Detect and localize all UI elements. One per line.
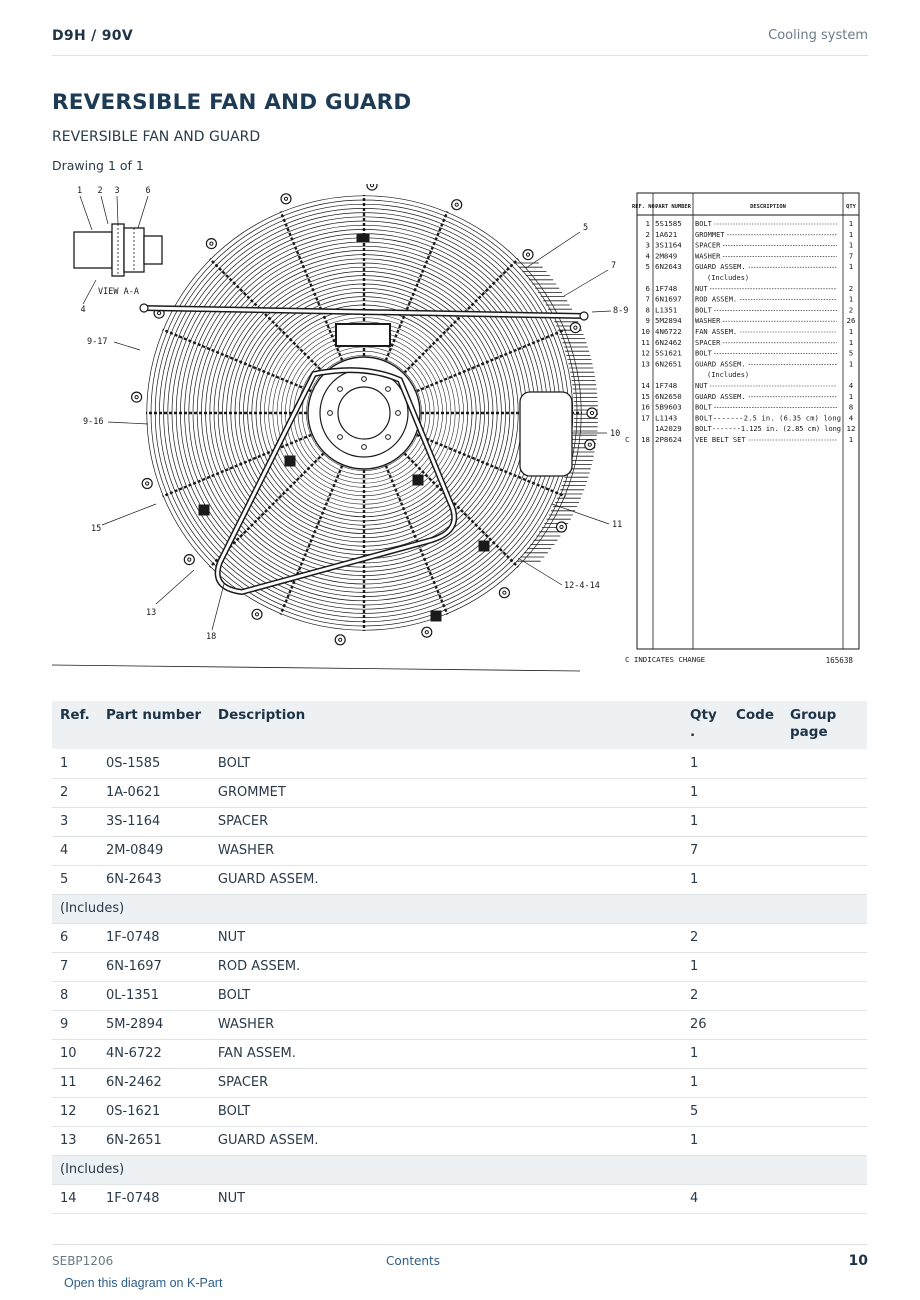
drawing-row-description: BOLT bbox=[695, 306, 712, 315]
drawing-row-qty: 1 bbox=[848, 229, 854, 239]
cell-part-number: 3S-1164 bbox=[98, 807, 210, 836]
drawing-row-description: (Includes) bbox=[707, 274, 750, 282]
callout-label: 2 bbox=[97, 186, 103, 196]
callout-label: 11 bbox=[612, 520, 623, 530]
drawing-row-description: WASHER bbox=[695, 317, 721, 326]
mounting-lug bbox=[252, 609, 262, 619]
drawing-row-description: BOLT-------2.5 in. (6.35 cm) long bbox=[695, 414, 841, 423]
cell-ref: 14 bbox=[52, 1184, 98, 1213]
cell-description: FAN ASSEM. bbox=[210, 1039, 682, 1068]
drawing-row-description: WASHER bbox=[695, 252, 721, 261]
bolt-head bbox=[74, 232, 112, 268]
drawing-row-description: GUARD ASSEM. bbox=[695, 263, 746, 272]
cell-code bbox=[728, 749, 782, 778]
mounting-lug bbox=[422, 627, 432, 637]
cell-code bbox=[728, 952, 782, 981]
table-row bbox=[52, 749, 867, 778]
drawing-row-ref: 7 bbox=[645, 294, 650, 304]
callout-leader bbox=[102, 504, 156, 525]
cell-description: BOLT bbox=[210, 981, 682, 1010]
cell-description: BOLT bbox=[210, 749, 682, 778]
drawing-row-part-number: 5S1585 bbox=[655, 219, 682, 228]
cell-ref: 5 bbox=[52, 865, 98, 894]
drawing-row-description: GUARD ASSEM. bbox=[695, 360, 746, 369]
cell-ref: 1 bbox=[52, 749, 98, 778]
cell-group-page bbox=[782, 1097, 867, 1126]
callout-leader bbox=[114, 342, 140, 350]
drawing-row-qty: 12 bbox=[846, 424, 856, 434]
callout-leader bbox=[156, 570, 194, 604]
drawing-row-qty: 7 bbox=[848, 251, 854, 261]
cell-group-page bbox=[782, 981, 867, 1010]
guard-spoke bbox=[384, 212, 448, 365]
drawing-row-description: NUT bbox=[695, 382, 708, 390]
drawing-row-description: BOLT bbox=[695, 220, 712, 228]
cell-group-page bbox=[782, 1068, 867, 1097]
drawing-row-description: SPACER bbox=[695, 338, 721, 347]
col-header-code: Code bbox=[728, 701, 782, 749]
cell-code bbox=[728, 981, 782, 1010]
guard-clamp bbox=[199, 505, 209, 515]
mounting-lug bbox=[452, 200, 462, 210]
drawing-row-qty: 8 bbox=[848, 402, 854, 412]
cell-qty: 7 bbox=[682, 836, 728, 865]
drawing-row-qty: 26 bbox=[846, 316, 856, 326]
cell-qty: 1 bbox=[682, 749, 728, 778]
parts-table bbox=[52, 701, 867, 1214]
cell-description: NUT bbox=[210, 1184, 682, 1213]
drawing-row-part-number: 6N2650 bbox=[655, 391, 682, 401]
drawing-row-qty: 1 bbox=[848, 391, 854, 401]
col-header-description: Description bbox=[210, 701, 682, 749]
drawing-parts-list-header: QTY bbox=[846, 204, 856, 210]
drawing-row-part-number: 5S1621 bbox=[655, 348, 682, 358]
cell-part-number: 6N-1697 bbox=[98, 952, 210, 981]
cell-qty: 1 bbox=[682, 865, 728, 894]
drawing-row-qty: 2 bbox=[848, 305, 854, 315]
drawing-row-ref: 18 bbox=[641, 435, 650, 444]
page-header bbox=[52, 28, 868, 56]
page-title: REVERSIBLE FAN AND GUARD bbox=[52, 90, 412, 115]
drawing-row-qty: 1 bbox=[848, 337, 854, 347]
callout-label: 4 bbox=[80, 305, 86, 315]
rod-end-left bbox=[140, 304, 148, 312]
drawing-label: Drawing 1 of 1 bbox=[52, 158, 144, 173]
cell-code bbox=[728, 1184, 782, 1213]
section-label: Cooling system bbox=[768, 28, 868, 43]
callout-leader bbox=[592, 311, 611, 312]
table-row bbox=[52, 1184, 867, 1213]
drawing-row-part-number: 3S1164 bbox=[655, 240, 682, 250]
parts-table-header bbox=[52, 701, 867, 749]
cell-code bbox=[728, 778, 782, 807]
page-footer bbox=[52, 1244, 868, 1274]
change-marker: C bbox=[625, 435, 630, 444]
callout-label: 13 bbox=[146, 608, 157, 618]
callout-label: 15 bbox=[91, 524, 102, 534]
guard-spoke bbox=[281, 461, 345, 614]
col-header-group-page: Group page bbox=[782, 701, 867, 749]
table-row bbox=[52, 923, 867, 952]
cell-ref: 2 bbox=[52, 778, 98, 807]
cell-part-number: 1A-0621 bbox=[98, 778, 210, 807]
mounting-lug bbox=[142, 479, 152, 489]
drawing-row-qty: 1 bbox=[848, 294, 854, 304]
cell-description: BOLT bbox=[210, 1097, 682, 1126]
cell-qty: 1 bbox=[682, 1126, 728, 1155]
drawing-row-ref: 3 bbox=[645, 240, 650, 250]
cell-group-page bbox=[782, 1010, 867, 1039]
callout-label: 10 bbox=[610, 429, 621, 439]
cell-description: GUARD ASSEM. bbox=[210, 865, 682, 894]
drawing-row-part-number: 1A621 bbox=[655, 229, 678, 239]
drawing-row-part-number: L1351 bbox=[655, 305, 678, 315]
cell-qty: 1 bbox=[682, 1068, 728, 1097]
table-row bbox=[52, 1097, 867, 1126]
callout-leader bbox=[117, 196, 118, 224]
drawing-row-part-number: 5M2894 bbox=[655, 316, 682, 326]
page-subtitle: REVERSIBLE FAN AND GUARD bbox=[52, 129, 261, 145]
col-header-part-number: Part number bbox=[98, 701, 210, 749]
callout-label: 8-9 bbox=[613, 306, 629, 316]
cell-description: NUT bbox=[210, 923, 682, 952]
col-header-qty: Qty . bbox=[682, 701, 728, 749]
callout-leader bbox=[552, 504, 609, 524]
drawing-row-ref: 9 bbox=[645, 316, 650, 326]
table-row bbox=[52, 836, 867, 865]
cell-group-page bbox=[782, 1039, 867, 1068]
cell-description: WASHER bbox=[210, 1010, 682, 1039]
drawing-row-part-number: 6N2651 bbox=[655, 359, 682, 369]
drawing-row-ref: 15 bbox=[641, 391, 650, 401]
top-clamp bbox=[357, 234, 369, 242]
drawing-parts-list-header: REF. NO. bbox=[632, 204, 658, 210]
guard-clamp bbox=[413, 475, 423, 485]
cell-ref: 4 bbox=[52, 836, 98, 865]
cell-code bbox=[728, 1039, 782, 1068]
guard-clamp bbox=[479, 541, 489, 551]
rod-end-right bbox=[580, 312, 588, 320]
cell-qty: 1 bbox=[682, 1039, 728, 1068]
cell-qty: 1 bbox=[682, 778, 728, 807]
cell-code bbox=[728, 836, 782, 865]
drawing-row-qty: 1 bbox=[848, 262, 854, 272]
callout-leader bbox=[526, 232, 580, 268]
cell-ref: 8 bbox=[52, 981, 98, 1010]
drawing-row-qty: 4 bbox=[848, 413, 854, 423]
drawing-row-ref: 16 bbox=[641, 402, 650, 412]
cell-part-number: 4N-6722 bbox=[98, 1039, 210, 1068]
cell-part-number: 0S-1621 bbox=[98, 1097, 210, 1126]
cell-description: WASHER bbox=[210, 836, 682, 865]
callout-label: 7 bbox=[611, 261, 617, 271]
drawing-row-qty: 1 bbox=[848, 435, 854, 444]
guard-clamp bbox=[431, 611, 441, 621]
callout-leader bbox=[80, 196, 92, 230]
callout-label: 9-16 bbox=[83, 417, 104, 427]
callout-leader bbox=[101, 196, 108, 224]
drawing-row-description: GROMMET bbox=[695, 230, 725, 239]
cell-group-page bbox=[782, 749, 867, 778]
cell-code bbox=[728, 807, 782, 836]
callout-leader bbox=[518, 558, 562, 585]
mounting-lug bbox=[335, 635, 345, 645]
cell-ref: 13 bbox=[52, 1126, 98, 1155]
includes-row bbox=[52, 894, 867, 923]
cell-qty: 4 bbox=[682, 1184, 728, 1213]
table-row bbox=[52, 981, 867, 1010]
mounting-lug bbox=[499, 588, 509, 598]
drawing-row-ref: 13 bbox=[641, 359, 650, 369]
cell-description: GROMMET bbox=[210, 778, 682, 807]
cell-qty: 1 bbox=[682, 952, 728, 981]
cell-qty: 2 bbox=[682, 981, 728, 1010]
cell-ref: 3 bbox=[52, 807, 98, 836]
drawing-row-part-number: 6N1697 bbox=[655, 294, 682, 304]
cell-code bbox=[728, 1010, 782, 1039]
cell-description: SPACER bbox=[210, 807, 682, 836]
drawing-row-qty: 1 bbox=[848, 327, 854, 336]
cell-qty: 2 bbox=[682, 923, 728, 952]
drawing-row-description: BOLT bbox=[695, 349, 712, 358]
drawing-row-ref: 5 bbox=[645, 262, 650, 272]
mounting-lug bbox=[206, 239, 216, 249]
bolt-shank bbox=[144, 236, 162, 264]
drawing-row-description: BOLT-------1.125 in. (2.85 cm) long bbox=[695, 425, 841, 434]
cell-part-number: 2M-0849 bbox=[98, 836, 210, 865]
drawing-row-qty: 1 bbox=[848, 219, 854, 228]
drawing-row-ref: 4 bbox=[645, 251, 650, 261]
drawing-number: 165638 bbox=[825, 656, 853, 665]
guard-spoke bbox=[412, 330, 565, 394]
mounting-lug bbox=[281, 194, 291, 204]
drawing-row-description: GUARD ASSEM. bbox=[695, 392, 746, 401]
cell-part-number: 6N-2462 bbox=[98, 1068, 210, 1097]
drawing-row-ref: 14 bbox=[641, 381, 650, 390]
drawing-row-ref: 12 bbox=[641, 348, 650, 358]
document-id: SEBP1206 bbox=[52, 1254, 114, 1268]
cell-part-number: 1F-0748 bbox=[98, 1184, 210, 1213]
callout-label: 9-17 bbox=[87, 337, 108, 347]
drawing-row-qty: 1 bbox=[848, 359, 854, 369]
parts-drawing[interactable] bbox=[52, 184, 870, 676]
drawing-row-description: (Includes) bbox=[707, 371, 750, 380]
fan-guard-illustration bbox=[52, 184, 870, 676]
drawing-row-ref: 17 bbox=[641, 413, 650, 423]
cell-qty: 5 bbox=[682, 1097, 728, 1126]
cell-ref: 6 bbox=[52, 923, 98, 952]
callout-label: 12-4-14 bbox=[564, 581, 600, 591]
drawing-parts-list-header: DESCRIPTION bbox=[750, 204, 786, 210]
drawing-row-ref: 2 bbox=[645, 229, 650, 239]
cell-ref: 11 bbox=[52, 1068, 98, 1097]
cell-group-page bbox=[782, 865, 867, 894]
cell-code bbox=[728, 1126, 782, 1155]
drawing-row-ref: 10 bbox=[641, 327, 650, 336]
mounting-lug bbox=[570, 323, 580, 333]
page-number: 10 bbox=[848, 1253, 868, 1269]
callout-leader bbox=[83, 280, 96, 304]
includes-label: (Includes) bbox=[52, 894, 867, 923]
cell-part-number: 6N-2643 bbox=[98, 865, 210, 894]
cell-part-number: 0S-1585 bbox=[98, 749, 210, 778]
cell-code bbox=[728, 1097, 782, 1126]
cell-group-page bbox=[782, 807, 867, 836]
drawing-row-part-number: 2P8624 bbox=[655, 435, 682, 444]
drawing-row-part-number: 1F748 bbox=[655, 381, 678, 390]
drawing-parts-list-header: PART NUMBER bbox=[655, 204, 691, 210]
open-kpart-link[interactable]: Open this diagram on K-Part bbox=[64, 1276, 223, 1290]
mounting-lug bbox=[587, 408, 597, 418]
cell-code bbox=[728, 923, 782, 952]
cell-ref: 10 bbox=[52, 1039, 98, 1068]
drawing-row-qty: 4 bbox=[848, 381, 854, 390]
guard-spoke bbox=[163, 330, 316, 394]
cell-group-page bbox=[782, 952, 867, 981]
drawing-row-part-number: 6N2643 bbox=[655, 262, 682, 272]
cell-ref: 9 bbox=[52, 1010, 98, 1039]
col-header-ref: Ref. bbox=[52, 701, 98, 749]
drawing-baseline bbox=[52, 665, 580, 671]
drawing-row-part-number: 1A2029 bbox=[655, 424, 682, 434]
cell-description: GUARD ASSEM. bbox=[210, 1126, 682, 1155]
change-legend: C INDICATES CHANGE bbox=[625, 655, 706, 664]
drawing-row-ref: 1 bbox=[645, 219, 650, 228]
cell-qty: 26 bbox=[682, 1010, 728, 1039]
cell-group-page bbox=[782, 778, 867, 807]
view-label: VIEW A-A bbox=[98, 287, 139, 297]
table-row bbox=[52, 865, 867, 894]
callout-label: 5 bbox=[583, 223, 589, 233]
cell-group-page bbox=[782, 836, 867, 865]
drawing-row-ref: 8 bbox=[645, 305, 650, 315]
cell-part-number: 5M-2894 bbox=[98, 1010, 210, 1039]
cell-part-number: 0L-1351 bbox=[98, 981, 210, 1010]
drawing-row-description: ROD ASSEM. bbox=[695, 295, 738, 304]
callout-leader bbox=[108, 422, 148, 424]
callout-label: 3 bbox=[114, 186, 120, 196]
fan-drive-housing bbox=[520, 392, 572, 476]
mounting-lug bbox=[184, 555, 194, 565]
includes-row bbox=[52, 1155, 867, 1184]
drawing-row-ref: 11 bbox=[641, 337, 650, 347]
drawing-row-part-number: 6N2462 bbox=[655, 337, 682, 347]
drawing-row-description: NUT bbox=[695, 284, 708, 293]
cell-ref: 7 bbox=[52, 952, 98, 981]
callout-label: 18 bbox=[206, 632, 217, 642]
table-row bbox=[52, 1126, 867, 1155]
drawing-row-description: FAN ASSEM. bbox=[695, 328, 738, 336]
guard-spoke bbox=[281, 212, 345, 365]
drawing-row-part-number: 2M849 bbox=[655, 251, 678, 261]
mounting-lug bbox=[557, 522, 567, 532]
cell-ref: 12 bbox=[52, 1097, 98, 1126]
callout-label: 1 bbox=[77, 186, 83, 196]
drawing-row-qty: 1 bbox=[848, 240, 854, 250]
cell-group-page bbox=[782, 1126, 867, 1155]
includes-label: (Includes) bbox=[52, 1155, 867, 1184]
drawing-row-ref: 6 bbox=[645, 283, 650, 293]
guard-bracket bbox=[336, 324, 390, 346]
table-row bbox=[52, 1068, 867, 1097]
cell-part-number: 1F-0748 bbox=[98, 923, 210, 952]
drawing-row-description: SPACER bbox=[695, 241, 721, 250]
callout-leader bbox=[138, 196, 148, 228]
cell-code bbox=[728, 865, 782, 894]
contents-link[interactable]: Contents bbox=[386, 1254, 440, 1268]
drawing-row-part-number: 4N6722 bbox=[655, 327, 682, 336]
mounting-lug bbox=[523, 250, 533, 260]
drawing-row-part-number: L1143 bbox=[655, 413, 678, 423]
cell-description: ROD ASSEM. bbox=[210, 952, 682, 981]
model-label: D9H / 90V bbox=[52, 28, 133, 44]
cell-code bbox=[728, 1068, 782, 1097]
table-row bbox=[52, 952, 867, 981]
callout-leader bbox=[564, 270, 608, 296]
drawing-row-description: BOLT bbox=[695, 403, 712, 412]
drawing-row-part-number: 1F748 bbox=[655, 283, 678, 293]
cell-description: SPACER bbox=[210, 1068, 682, 1097]
callout-leader bbox=[212, 584, 224, 630]
mounting-lug bbox=[132, 392, 142, 402]
table-row bbox=[52, 1010, 867, 1039]
cell-group-page bbox=[782, 923, 867, 952]
cell-qty: 1 bbox=[682, 807, 728, 836]
mounting-lug bbox=[585, 440, 595, 450]
drawing-row-description: VEE BELT SET bbox=[695, 436, 746, 444]
drawing-row-qty: 2 bbox=[848, 283, 854, 293]
table-row bbox=[52, 1039, 867, 1068]
table-row bbox=[52, 778, 867, 807]
guard-clamp bbox=[285, 456, 295, 466]
drawing-row-qty: 5 bbox=[848, 348, 854, 358]
callout-label: 6 bbox=[145, 186, 151, 196]
cell-group-page bbox=[782, 1184, 867, 1213]
cell-part-number: 6N-2651 bbox=[98, 1126, 210, 1155]
table-row bbox=[52, 807, 867, 836]
drawing-row-part-number: 5B9603 bbox=[655, 402, 682, 412]
